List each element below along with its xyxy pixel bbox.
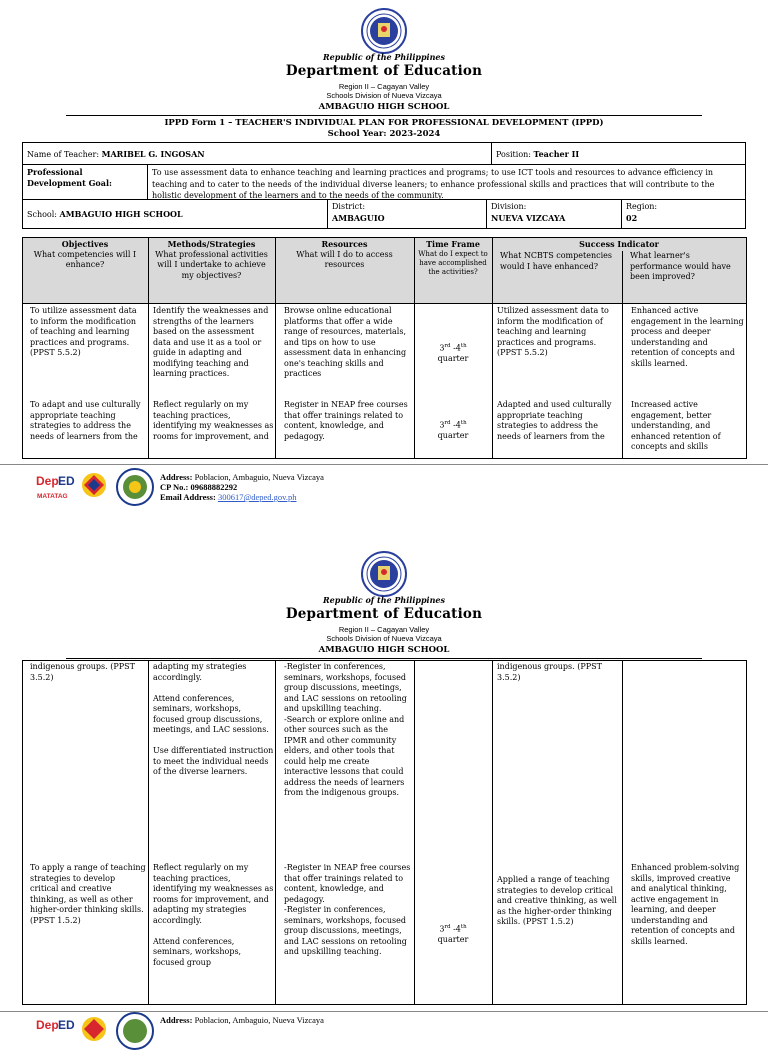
form-title: IPPD Form 1 – TEACHER'S INDIVIDUAL PLAN FOR PROFESSIONAL DEVELOPMENT (IPPD): [164, 118, 604, 128]
table2-bottom: [22, 1004, 746, 1005]
table1-row-divider: [22, 398, 746, 399]
bagong-pilipinas-logo-icon: [77, 1014, 111, 1048]
school-label: School:: [27, 210, 60, 219]
row1-resource: Browse online educational platforms that offer a wide range of resources, materials, and tips on how to use assessment data in enhancing one's teaching skills and practices: [284, 306, 407, 378]
col-resources-title: Resources: [321, 239, 368, 249]
deped-matatag-logo-icon: [36, 472, 74, 502]
svg-text:ED: ED: [58, 474, 75, 488]
row1-method: Identify the weaknesses and strengths of the learners based on the assessment data and use it as a tool or guide in adapting and modifying teaching and learning practices.: [153, 306, 269, 378]
header-rule: [66, 115, 702, 116]
col-methods-header: [148, 237, 275, 303]
teacher-cell: [22, 142, 492, 165]
region-text: Region II – Cagayan Valley: [338, 82, 430, 91]
footer1-address: Address: Poblacion, Ambaguio, Nueva Vizcaya: [160, 472, 324, 482]
col-resources-header: [275, 237, 414, 303]
row2-method: Reflect regularly on my teaching practices, identifying my weaknesses as rooms for improvement, and: [153, 400, 274, 441]
svg-text:Dep: Dep: [36, 474, 59, 488]
table2-vline-0: [22, 660, 23, 1005]
school-title: AMBAGUIO HIGH SCHOOL: [318, 645, 450, 655]
footer1-rule: [0, 464, 768, 465]
header-rule: [66, 658, 702, 659]
footer2-address: Address: Poblacion, Ambaguio, Nueva Vizcaya: [160, 1015, 324, 1025]
table1-vline-3: [414, 237, 415, 459]
table2-vline-4: [492, 660, 493, 1005]
col-objectives-sub: What competencies will I enhance?: [33, 249, 137, 269]
table2-vline-5: [622, 660, 623, 1005]
school-seal-icon: [116, 1012, 154, 1050]
school-value: AMBAGUIO HIGH SCHOOL: [59, 209, 183, 219]
row2-resource: Register in NEAP free courses that offer trainings related to content, knowledge, and pedagogy.: [284, 400, 408, 441]
table2-vline-3: [414, 660, 415, 1005]
row1-ncbts: Utilized assessment data to inform the modification of teaching and learning practices and programs. (PPST 5.5.2): [497, 306, 609, 357]
table1-top-line: [22, 237, 746, 238]
deped-seal-icon: [361, 551, 407, 597]
division-label: Division:: [491, 202, 527, 211]
col-timeframe-title: Time Frame: [426, 239, 480, 249]
deped-seal-icon: [361, 8, 407, 54]
department-title: Department of Education: [285, 606, 483, 622]
table2-top: [22, 660, 746, 661]
division-text: Schools Division of Nueva Vizcaya: [326, 91, 442, 100]
svg-text:ED: ED: [58, 1018, 75, 1032]
svg-text:MATATAG: MATATAG: [37, 493, 68, 500]
table1-vline-5: [622, 251, 623, 459]
republic-text: Republic of the Philippines: [322, 595, 445, 605]
svg-text:Dep: Dep: [36, 1018, 59, 1032]
position-cell: [491, 142, 746, 165]
row1-timeframe: 3rd -4th quarter: [437, 343, 469, 364]
col-success-sub1: What NCBTS competencies would I have enhanced?: [500, 251, 612, 271]
p2row1-ncbts: indigenous groups. (PPST 3.5.2): [497, 662, 602, 682]
school-year: School Year: 2023-2024: [327, 129, 441, 139]
footer1-cp: CP No.: 09688882292: [160, 482, 238, 492]
row1-objective: To utilize assessment data to inform the modification of teaching and learning practices and programs. (PPST 5.5.2): [30, 306, 137, 357]
district-cell: [327, 199, 487, 229]
school-seal-icon: [116, 468, 154, 506]
p2row2-resource: -Register in NEAP free courses that offer trainings related to content, knowledge, and pedagogy. -Register in conferences, seminars, workshops, focused group discussions, meetings, and LAC sessions on retooling and upskilling teaching.: [284, 863, 411, 956]
region-value: 02: [626, 212, 638, 223]
table1-vline-2: [275, 237, 276, 459]
table2-vline-2: [275, 660, 276, 1005]
division-text: Schools Division of Nueva Vizcaya: [326, 634, 442, 643]
region-text: Region II – Cagayan Valley: [338, 625, 430, 634]
p2row2-timeframe: 3rd -4th quarter: [437, 924, 469, 945]
row2-timeframe: 3rd -4th quarter: [437, 420, 469, 441]
position-value: Teacher II: [533, 149, 580, 159]
footer1-email-link[interactable]: 300617@deped.gov.ph: [217, 492, 297, 502]
p2row2-method: Reflect regularly on my teaching practices, identifying my weaknesses as rooms for improvement, and adapting my strategies accordingly. Attend conferences, seminars, workshops, focused group: [153, 863, 274, 967]
division-value: NUEVA VIZCAYA: [491, 212, 566, 223]
table1-vline-6: [746, 237, 747, 459]
p2row2-learner: Enhanced problem-solving skills, improved creative and analytical thinking, active engagement in learning, and deeper understanding and retention of concepts and skills learned.: [631, 863, 740, 946]
table1-header-bottom: [22, 303, 746, 304]
deped-matatag-logo-icon: [36, 1016, 74, 1046]
col-methods-title: Methods/Strategies: [167, 239, 256, 249]
row2-learner: Increased active engagement, better understanding, and enhanced retention of concepts and skills: [631, 400, 721, 451]
teacher-name: MARIBEL G. INGOSAN: [101, 149, 205, 159]
p2row2-objective: To apply a range of teaching strategies to develop critical and creative thinking, as well as other higher-order thinking skills. (PPST 1.5.2): [30, 863, 146, 925]
col-success-sub2: What learner's performance would have been improved?: [630, 251, 731, 281]
col-timeframe-header: [414, 237, 492, 303]
p2row1-resource: -Register in conferences, seminars, workshops, focused group discussions, meetings, and LAC sessions on retooling and upskilling teaching. -Search or explore online and other sources such as the IPMR and other community elders, and other tools that could help me create interactive lessons that could address the needs of learners from the indigenous groups.: [284, 662, 407, 797]
goal-text: To use assessment data to enhance teaching and learning practices and programs; to use ICT tools and resources to advance efficiency in teaching and to cater to the needs of the individual diverse leaners; to enhance professional skills and practices that will contribute to the holistic development of the learners and to the needs of the community.: [147, 164, 746, 200]
teacher-label: Name of Teacher:: [27, 150, 102, 159]
col-timeframe-sub: What do I expect to have accomplished the activities?: [418, 249, 488, 276]
school-cell: [22, 199, 328, 229]
table1-vline-0: [22, 237, 23, 459]
table2-vline-6: [746, 660, 747, 1005]
footer1-email: Email Address: 300617@deped.gov.ph: [160, 492, 297, 502]
position-label: Position:: [496, 150, 534, 159]
col-objectives-title: Objectives: [61, 239, 109, 249]
col-resources-sub: What will I do to access resources: [296, 249, 393, 269]
col-methods-sub: What professional activities will I undertake to achieve my objectives?: [155, 249, 268, 280]
row2-objective: To adapt and use culturally appropriate teaching strategies to address the needs of learners from the: [30, 400, 141, 441]
table1-vline-1: [148, 237, 149, 459]
district-label: District:: [332, 202, 366, 211]
department-title: Department of Education: [285, 63, 483, 79]
row1-learner: Enhanced active engagement in the learning process and deeper understanding and retention of concepts and skills learned.: [631, 306, 744, 368]
col-objectives-header: [22, 237, 148, 303]
republic-text: Republic of the Philippines: [322, 52, 445, 62]
col-success-title: Success Indicator: [579, 239, 659, 249]
table1-bottom: [22, 458, 746, 459]
region-label: Region:: [626, 202, 658, 211]
p2row1-method: adapting my strategies accordingly. Attend conferences, seminars, workshops, focused group discussions, meetings, and LAC sessions. Use differentiated instruction to meet the individual needs of the diverse learners.: [153, 662, 274, 776]
p2row2-ncbts: Applied a range of teaching strategies to develop critical and creative thinking, as well as the higher-order thinking skills. (PPST 1.5.2): [497, 875, 617, 926]
region-cell: [621, 199, 746, 229]
bagong-pilipinas-logo-icon: [77, 470, 111, 504]
district-value: AMBAGUIO: [332, 212, 385, 223]
table2-vline-1: [148, 660, 149, 1005]
goal-label: Professional Development Goal:: [22, 164, 148, 200]
p2row1-objective: indigenous groups. (PPST 3.5.2): [30, 662, 135, 682]
school-title: AMBAGUIO HIGH SCHOOL: [318, 102, 450, 112]
division-cell: [486, 199, 622, 229]
table1-vline-4: [492, 237, 493, 459]
row2-ncbts: Adapted and used culturally appropriate teaching strategies to address the needs of learners from the: [497, 400, 612, 441]
